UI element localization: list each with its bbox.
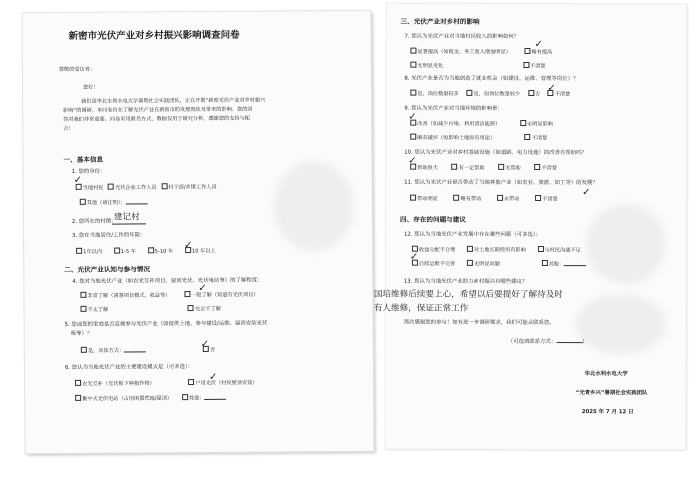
checkbox[interactable] — [108, 184, 114, 190]
checkbox[interactable] — [410, 62, 416, 68]
checkbox[interactable] — [81, 306, 87, 312]
q9-environment: 9. 您认为光伏产业对当地环境的影响是： — [404, 105, 503, 112]
q13-handwritten-answer-line-1: 国培维修后续要上心，希望以后要提好了解待及时 — [373, 289, 563, 301]
check-mark: ✓ — [208, 371, 218, 383]
checkbox[interactable] — [453, 195, 459, 201]
check-mark: ✓ — [198, 282, 207, 294]
q2-village: 2. 您所在的村镇： — [71, 218, 117, 225]
q10-options: 帮助很大 有一定帮助 无帮助 不清楚 — [410, 164, 557, 173]
q6-options: 农光互补（光伏板下种植作物） 户用光伏（村民屋顶安装） — [75, 379, 258, 389]
checkbox[interactable] — [534, 164, 540, 170]
checkbox[interactable] — [535, 195, 541, 201]
survey-page-2 — [373, 4, 686, 450]
q2-handwritten-answer: 建记村 — [113, 212, 140, 223]
survey-page-1 — [22, 11, 373, 453]
check-mark: ✓ — [184, 240, 193, 252]
q1-other: 其他（请注明）： — [80, 198, 148, 207]
signature-university: 华北水利水电大学 — [584, 371, 628, 378]
intro-line-3: 答对我们非常重要。问卷采用匿名方式，数据仅用于研究分析，感谢您的支持与配 — [63, 115, 250, 123]
q13-suggestions: 13. 您认为当地光伏产业助力乡村振兴有哪些建议？ — [403, 278, 528, 285]
checkbox[interactable] — [148, 247, 154, 253]
signature-team: “光青乡兴”暑期社会实践团队 — [575, 390, 648, 397]
q8-options: 是，岗位数量较多 是，但岗位数量较少 否 不清楚 — [410, 90, 570, 99]
paper-shadow — [274, 161, 355, 252]
q5-yes: 是，具体方式： — [81, 346, 146, 355]
survey-title: 新密市光伏产业对乡村振兴影响调查问卷 — [68, 29, 240, 42]
checkbox[interactable] — [76, 248, 82, 254]
checkbox[interactable] — [524, 48, 530, 54]
checkbox[interactable] — [80, 292, 86, 298]
checkbox[interactable] — [81, 347, 87, 353]
q12-problems: 12. 您认为当地光伏产业发展中存在哪些问题（可多选）： — [403, 231, 541, 239]
q13-handwritten-answer-line-2: 有人维修，保证正常工作 — [373, 303, 469, 314]
checkbox[interactable] — [80, 199, 86, 205]
q3-years: 3. 您在当地居住/工作的年限： — [72, 232, 146, 239]
q5-participation-cont: 板等）？ — [70, 330, 93, 337]
q7-options-2: 无明显变化 不清楚 — [410, 62, 545, 71]
checkbox[interactable] — [528, 90, 534, 96]
checkbox[interactable] — [520, 120, 526, 126]
checkbox[interactable] — [523, 62, 529, 68]
checkbox[interactable] — [188, 305, 194, 311]
checkbox[interactable] — [410, 90, 416, 96]
intro-line-1: 我们是华北水利水电大学暑期社会实践团队，正在开展“新密光伏产业对乡村振兴 — [81, 97, 266, 105]
section-basic-info: 一、基本信息 — [63, 155, 104, 164]
checkbox[interactable] — [410, 195, 416, 201]
section-impact: 三、光伏产业对乡村的影响 — [400, 17, 480, 26]
checkbox[interactable] — [410, 134, 416, 140]
check-mark: ✓ — [200, 338, 210, 350]
hello: 您好！ — [82, 84, 99, 91]
q10-infrastructure: 10. 您认为光伏产业对乡村基础设施（如道路、电力设施）的改善有帮助吗？ — [404, 149, 587, 157]
q11-options: 带动明显 略有带动 未带动 不清楚 — [410, 195, 558, 204]
q5-participation: 5. 您或您的家庭是否直接参与光伏产业（如提供土地、参与建设/运维、屋顶安装光伏 — [64, 320, 268, 328]
checkbox[interactable] — [184, 291, 190, 297]
q12-options: 收益分配不合理 对土地长期使用有影响 与村民沟通不足 — [412, 246, 581, 255]
checkbox[interactable] — [467, 90, 473, 96]
q7-options: 显著提高（如租金、务工收入增加明显） 略有提高 — [410, 48, 552, 57]
check-mark: ✓ — [534, 38, 543, 51]
checkbox[interactable] — [497, 195, 503, 201]
checkbox[interactable] — [182, 394, 188, 400]
check-mark: ✓ — [408, 155, 417, 167]
checkbox[interactable] — [452, 164, 458, 170]
q4-options: 非常了解（清楚项目模式、收益等） 一般了解（知道有光伏项目） — [80, 291, 258, 301]
intro-line-4: 合！ — [63, 125, 74, 132]
q1-identity: 1. 您的身份： — [71, 168, 106, 175]
section-problems: 四、存在的问题与建议 — [400, 215, 466, 224]
q8-employment: 8. 光伏产业是否为当地创造了就业机会（如建设、运维、管理等岗位）？ — [404, 75, 579, 83]
check-mark: ✓ — [73, 174, 83, 186]
q1-options: 当地村民 光伏企业工作人员 村干部/乡镇工作人员 — [76, 183, 217, 192]
checkbox[interactable] — [114, 248, 120, 254]
paper-shadow — [586, 204, 666, 284]
intro-line-2: 影响”的调研。本问卷旨在了解光伏产业在新密市的发展现状及带来的影响。您的回 — [63, 106, 253, 114]
check-mark: ✓ — [582, 187, 591, 199]
checkbox[interactable] — [467, 246, 473, 252]
checkbox[interactable] — [467, 260, 473, 266]
q5-no: 否 — [203, 346, 215, 355]
checkbox[interactable] — [188, 379, 194, 385]
checkbox[interactable] — [75, 395, 81, 401]
q12-options-2: 后续运维不完善 无明显问题 其他： — [412, 260, 586, 269]
q11-other-industries: 11. 您认为光伏产业是否带动了当地其他产业（如农业、旅游、加工等）的发展？ — [404, 179, 598, 187]
check-mark: ✓ — [547, 83, 556, 95]
checkbox[interactable] — [498, 164, 504, 170]
answer-underline — [112, 223, 146, 224]
paper-shadow — [576, 294, 666, 354]
signature-date: 2025 年 7 月 12 日 — [581, 409, 634, 416]
checkbox[interactable] — [161, 183, 167, 189]
contact-prompt: （可选填联系方式： ） — [507, 338, 588, 346]
checkbox[interactable] — [410, 48, 416, 54]
q3-options: 1年以内 1-5 年 5-10 年 10 年以上 — [76, 247, 216, 256]
q4-options-2: 不太了解 完全不了解 — [81, 305, 221, 314]
checkbox[interactable] — [75, 380, 81, 386]
q6-model: 6. 您认为当地光伏产业的主要建设模式是（可多选）： — [64, 364, 194, 371]
section-awareness: 二、光伏产业认知与参与情况 — [64, 265, 151, 274]
q9-options-2: 略有破坏（如影响土地原有用途） 不清楚 — [410, 134, 547, 143]
checkbox[interactable] — [525, 134, 531, 140]
thanks-note: 再次感谢您的参与！如有进一步调研需求，我们可能会联系您。 — [403, 319, 555, 327]
greeting: 尊敬的受访者： — [58, 66, 96, 73]
checkbox[interactable] — [541, 260, 547, 266]
q7-income: 7. 您认为光伏产业对当地村民收入的影响如何？ — [404, 33, 520, 40]
check-mark: ✓ — [409, 251, 419, 263]
q4-awareness: 4. 您对当地光伏产业（如农光互补项目、屋顶光伏、光伏电站等）的了解程度： — [72, 277, 263, 285]
q6-options-2: 集中式光伏电站（占用闲置荒地/屋顶） 其他： — [75, 394, 226, 404]
check-mark: ✓ — [408, 111, 417, 123]
checkbox[interactable] — [537, 246, 543, 252]
q9-options: 改善（如减少污染、利用清洁能源） 无明显影响 — [410, 120, 553, 129]
